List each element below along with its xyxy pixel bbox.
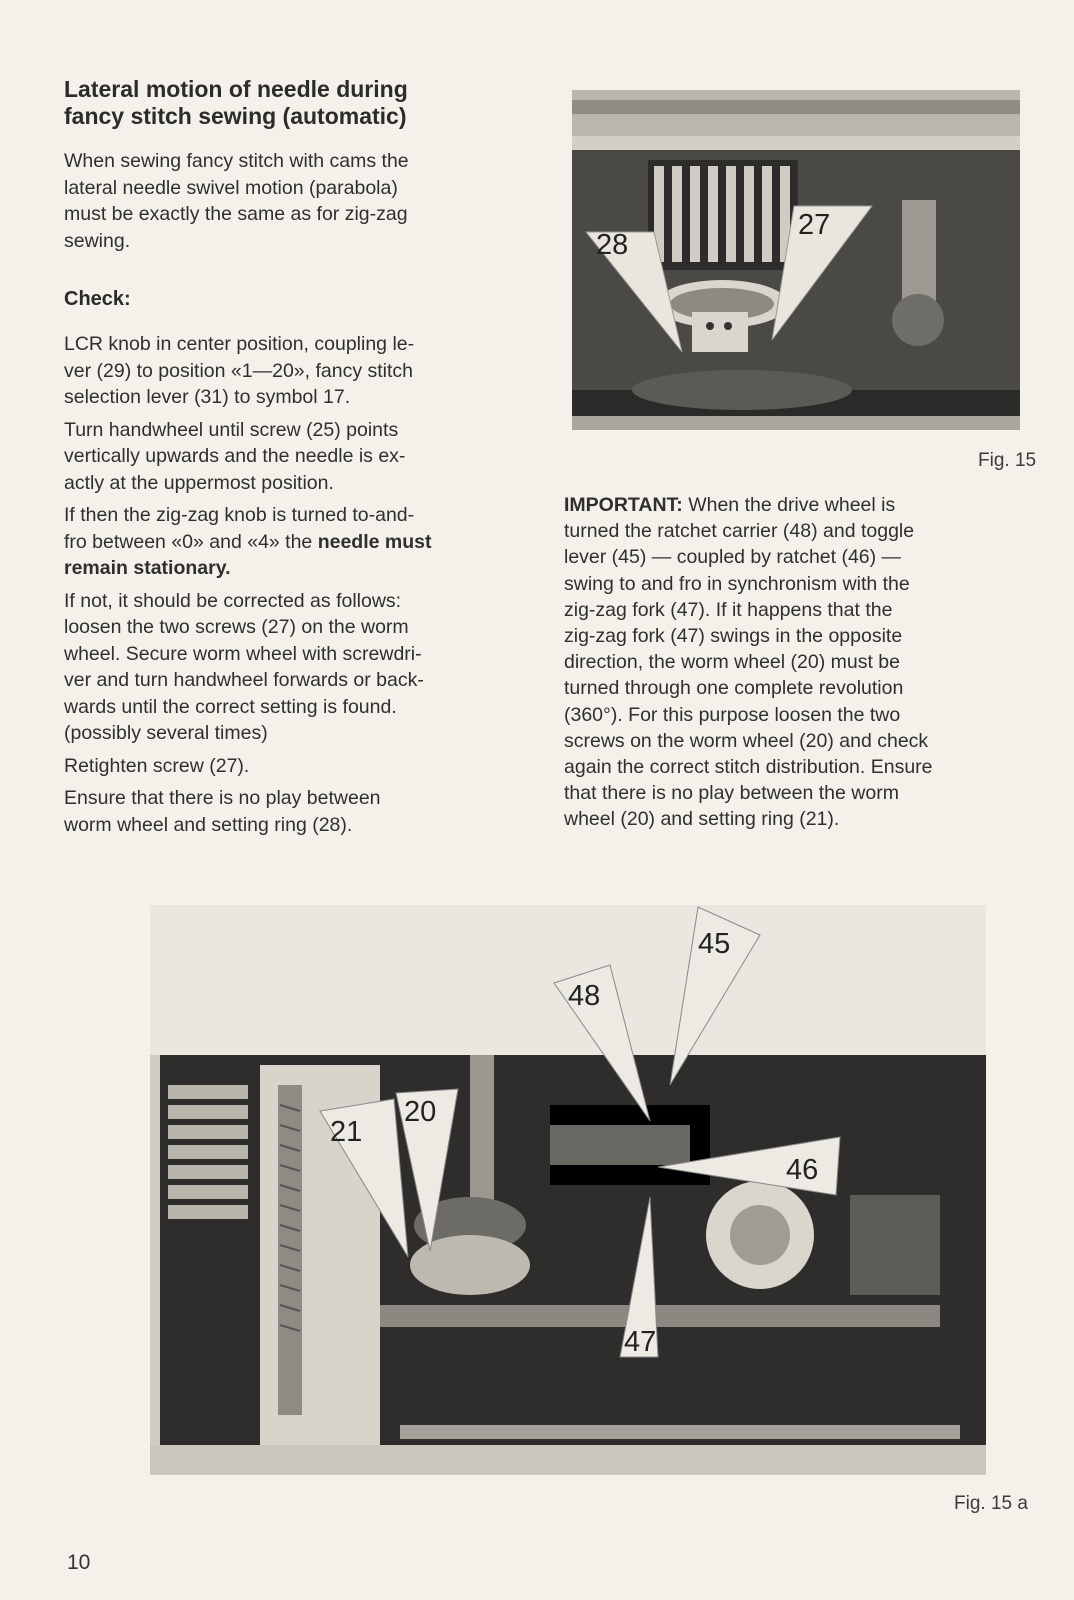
- figure-15a-drawing: [150, 905, 986, 1475]
- important-label: IMPORTANT:: [564, 494, 683, 516]
- callout-label: 46: [786, 1154, 819, 1186]
- callout-label: 20: [404, 1096, 437, 1128]
- ensure-paragraph: Ensure that there is no play between worm wheel and setting ring (28).: [64, 787, 381, 836]
- figure-15a-photo: [150, 905, 986, 1475]
- title-line: Lateral motion of needle during: [64, 76, 408, 102]
- figure-15-caption: Fig. 15: [978, 450, 1037, 471]
- figure-15a-caption: Fig. 15 a: [954, 1493, 1028, 1514]
- setup-paragraph: LCR knob in center position, coupling le- ver (29) to position «1—20», fancy stitch selection lever (31) to symbol 17.: [64, 333, 415, 408]
- callout-label: 48: [568, 980, 601, 1012]
- section-title: [64, 76, 530, 130]
- check-heading: Check:: [64, 288, 131, 310]
- page-number: 10: [67, 1551, 91, 1574]
- callout-label: 27: [798, 209, 831, 241]
- correction-paragraph: If not, it should be corrected as follows: loosen the two screws (27) on the worm wheel. Secure worm wheel with screwdri- ver and turn handwheel forwards or back- wards until the correct setting is found. (possibly several times): [64, 589, 424, 744]
- callout-label: 28: [596, 229, 629, 261]
- right-column: [564, 492, 1026, 833]
- retighten-paragraph: Retighten screw (27).: [64, 754, 250, 777]
- callout-label: 21: [330, 1116, 363, 1148]
- figure-15-drawing: [572, 90, 1020, 430]
- important-paragraph: IMPORTANT: When the drive wheel is turned the ratchet carrier (48) and toggle lever (45) — coupled by ratchet (46) — swing to and fro in synchronism with the zig-zag fork (47). If it happens that the zig-zag fork (47) swings in the opposite direction, the worm wheel (20) must be turned through one complete revolution (360°). For this purpose loosen the two screws on the worm wheel (20) and check again the correct stitch distribution. Ensure that there is no play between the worm wheel (20) and setting ring (21).: [564, 494, 933, 831]
- zigzag-knob-paragraph: If then the zig-zag knob is turned to-and- fro between «0» and «4» the needle must remain stationary.: [64, 504, 432, 579]
- title-line: fancy stitch sewing (automatic): [64, 103, 407, 129]
- callout-label: 47: [624, 1326, 657, 1358]
- emphasis-text: remain stationary.: [64, 557, 231, 579]
- figure-15-photo: [572, 90, 1020, 430]
- intro-paragraph: When sewing fancy stitch with cams the lateral needle swivel motion (parabola) must be exactly the same as for zig-zag sewing.: [64, 150, 409, 252]
- left-column: [64, 76, 530, 838]
- handwheel-paragraph: Turn handwheel until screw (25) points vertically upwards and the needle is ex- actly at the uppermost position.: [64, 418, 406, 494]
- emphasis-text: needle must: [317, 530, 432, 553]
- callout-label: 45: [698, 928, 731, 960]
